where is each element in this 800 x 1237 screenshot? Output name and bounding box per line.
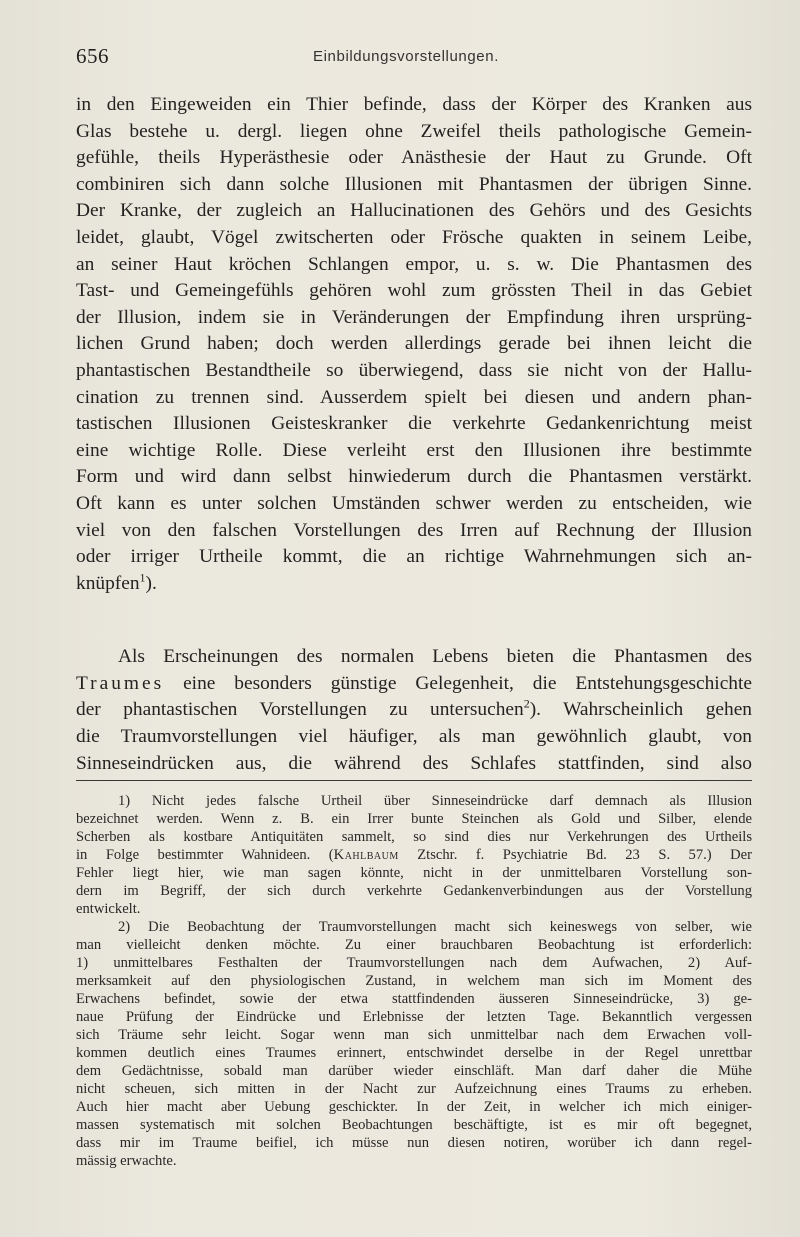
- text-fragment: eine besonders günstige Gelegenheit, die Entstehungsgeschichte: [164, 672, 752, 694]
- emphasized-word: Traumes: [76, 672, 165, 694]
- footnote-line: bezeichnet werden. Wenn z. B. ein Irrer bunte Steinchen als Gold und Silber, elende: [76, 811, 752, 827]
- footnote-line: dem Gedächtnisse, sobald man darüber wieder einschläft. Man darf daher die Mühe: [76, 1063, 752, 1079]
- footnote-line: [76, 846, 752, 864]
- footnote-line: Auch hier macht aber Uebung geschickter. In der Zeit, in welcher ich mich einiger-: [76, 1099, 752, 1115]
- text-line: Glas bestehe u. dergl. liegen ohne Zweifel theils pathologische Gemein-: [76, 120, 752, 142]
- footnote-line: Scherben als kostbare Antiquitäten sammelt, so sind dies nur Verkehrungen des Urtheils: [76, 829, 752, 845]
- footnote-line: 1) Nicht jedes falsche Urtheil über Sinneseindrücke darf demnach als Illusion: [118, 793, 752, 809]
- text-line: phantastischen Bestandtheile so überwiegend, dass sie nicht von der Hallu-: [76, 359, 752, 381]
- text-line: [76, 571, 752, 598]
- footnote-line: kommen deutlich eines Traumes erinnert, entschwindet derselbe in der Regel unrettbar: [76, 1045, 752, 1061]
- footnotes: [76, 792, 752, 1170]
- footnote-1: [76, 792, 752, 918]
- footnote-line: nicht scheuen, sich mitten in der Nacht zur Aufzeichnung eines Traums zu erheben.: [76, 1081, 752, 1097]
- text-fragment: der phantastischen Vorstellungen zu untersuchen: [76, 699, 524, 721]
- body-text: [76, 92, 752, 777]
- text-fragment: ). Wahrscheinlich gehen: [529, 699, 752, 721]
- text-fragment: knüpfen: [76, 572, 140, 594]
- text-line: Form und wird dann selbst hinwiederum durch die Phantasmen verstärkt.: [76, 466, 752, 488]
- footnote-divider: [76, 780, 752, 781]
- text-line: Der Kranke, der zugleich an Hallucinationen des Gehörs und des Gesichts: [76, 200, 752, 222]
- text-line: [76, 671, 752, 698]
- footnote-line: 2) Die Beobachtung der Traumvorstellungen macht sich keineswegs von selber, wie: [118, 919, 752, 935]
- page-header: [76, 44, 736, 78]
- footnote-line: 1) unmittelbares Festhalten der Traumvorstellungen nach dem Aufwachen, 2) Auf-: [76, 955, 752, 971]
- text-line: eine wichtige Rolle. Diese verleiht erst den Illusionen ihre bestimmte: [76, 439, 752, 461]
- footnote-line: entwickelt.: [76, 901, 141, 917]
- text-line: tastischen Illusionen Geisteskranker die verkehrte Gedankenrichtung meist: [76, 413, 752, 435]
- text-line: Tast- und Gemeingefühls gehören wohl zum grössten Theil in das Gebiet: [76, 280, 752, 302]
- text-fragment: Ztschr. f. Psychiatrie Bd. 23 S. 57.) Der: [398, 847, 753, 863]
- text-fragment: ).: [145, 572, 157, 594]
- text-line: an seiner Haut kröchen Schlangen empor, u. s. w. Die Phantasmen des: [76, 253, 752, 275]
- page-number: 656: [76, 44, 109, 68]
- text-line: Als Erscheinungen des normalen Lebens bieten die Phantasmen des: [118, 646, 752, 668]
- footnote-line: dass mir im Traume beifiel, ich müsse nun diesen notiren, worüber ich dann regel-: [76, 1135, 752, 1151]
- text-line: Sinneseindrücken aus, die während des Schlafes stattfinden, sind also: [76, 752, 752, 774]
- text-line: lichen Grund haben; doch werden allerdings gerade bei ihnen leicht die: [76, 333, 752, 355]
- text-line: viel von den falschen Vorstellungen des Irren auf Rechnung der Illusion: [76, 519, 752, 541]
- footnote-line: merksamkeit auf den physiologischen Zustand, in welchem man sich im Moment des: [76, 973, 752, 989]
- footnote-line: Fehler liegt hier, wie man sagen könnte, nicht in der unmittelbaren Vorstellung son-: [76, 865, 752, 881]
- text-line: leidet, glaubt, Vögel zwitscherten oder Frösche quakten in seinem Leibe,: [76, 226, 752, 248]
- footnote-ref-2[interactable]: 2: [523, 697, 530, 711]
- text-line: der Illusion, indem sie in Veränderungen der Empfindung ihren ursprüng-: [76, 306, 752, 328]
- text-line: Oft kann es unter solchen Umständen schwer werden zu entscheiden, wie: [76, 492, 752, 514]
- text-line: combiniren sich dann solche Illusionen mit Phantasmen der übrigen Sinne.: [76, 173, 752, 195]
- footnote-line: massen systematisch mit solchen Beobachtungen beschäftigte, ist es mir oft begegnet,: [76, 1117, 752, 1133]
- footnote-ref-1[interactable]: 1: [139, 570, 146, 585]
- text-fragment: in Folge bestimmter Wahnideen. (: [76, 847, 334, 863]
- author-name: Kahlbaum: [333, 847, 399, 863]
- text-line: oder irriger Urtheile kommt, die an richtige Wahrnehmungen sich an-: [76, 546, 752, 568]
- text-line: cination zu trennen sind. Ausserdem spielt bei diesen und andern phan-: [76, 386, 752, 408]
- footnote-line: man vielleicht denken möchte. Zu einer brauchbaren Beobachtung ist erforderlich:: [76, 937, 752, 953]
- text-line: in den Eingeweiden ein Thier befinde, dass der Körper des Kranken aus: [76, 94, 752, 115]
- footnote-line: mässig erwachte.: [76, 1153, 177, 1169]
- footnote-line: dern im Begriff, der sich durch verkehrte Gedankenverbindungen aus der Vorstellung: [76, 883, 752, 899]
- footnote-line: naue Prüfung der Eindrücke und Erlebnisse der letzten Tage. Bekanntlich vergessen: [76, 1009, 752, 1025]
- footnote-2: [76, 918, 752, 1170]
- text-line: [76, 697, 752, 724]
- footnote-line: sich Träume sehr leicht. Sogar wenn man sich unmittelbar nach dem Erwachen voll-: [76, 1027, 752, 1043]
- text-line: gefühle, theils Hyperästhesie oder Anästhesie der Haut zu Grunde. Oft: [76, 147, 752, 169]
- running-head: Einbildungsvorstellungen.: [313, 48, 499, 65]
- footnote-line: Erwachens befindet, sowie der etwa stattfindenden äusseren Sinneseindrücke, 3) ge-: [76, 991, 752, 1007]
- text-line: die Traumvorstellungen viel häufiger, als man gewöhnlich glaubt, von: [76, 726, 752, 748]
